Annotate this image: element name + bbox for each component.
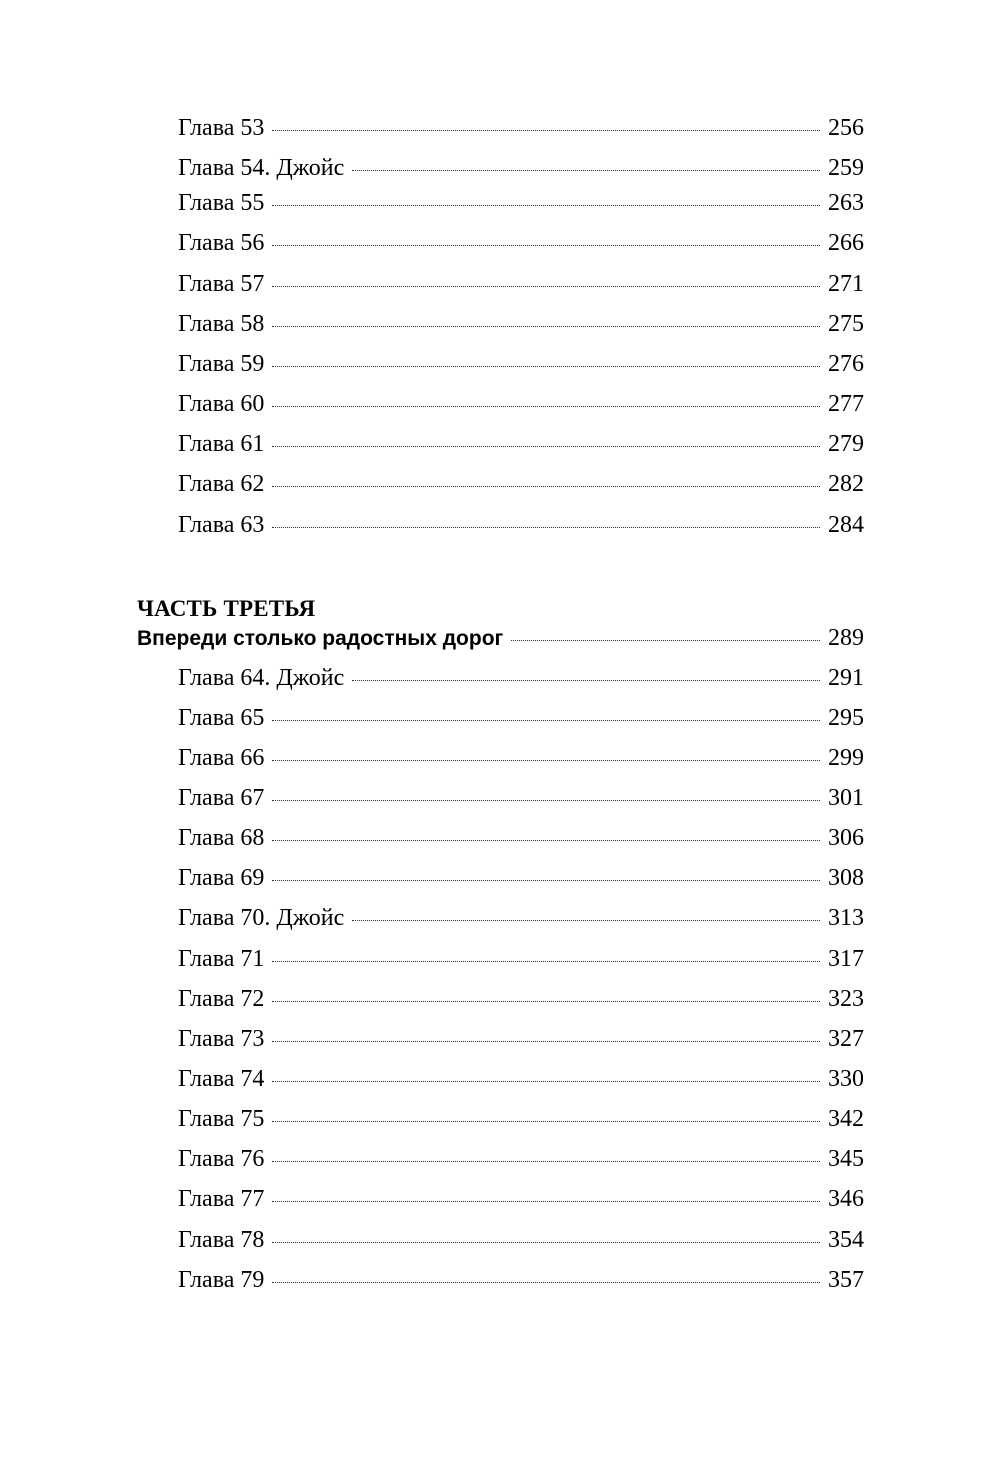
toc-entry-page: 271 [828, 271, 864, 297]
toc-entry-page: 346 [828, 1186, 864, 1212]
toc-entry-page: 279 [828, 431, 864, 457]
toc-entry-label: Глава 54. Джойс [178, 155, 345, 181]
toc-entry-page: 306 [828, 825, 864, 851]
toc-entry[interactable] [178, 348, 864, 380]
toc-entry[interactable] [178, 1224, 864, 1256]
toc-entry-label: Глава 77 [178, 1186, 265, 1212]
dot-leader [352, 170, 820, 171]
dot-leader [272, 1121, 820, 1122]
toc-entry[interactable] [178, 1183, 864, 1215]
toc-entry-page: 317 [828, 946, 864, 972]
toc-entry-page: 282 [828, 471, 864, 497]
dot-leader [272, 720, 820, 721]
toc-entry-page: 299 [828, 745, 864, 771]
toc-entry-page: 266 [828, 230, 864, 256]
toc-entry[interactable] [178, 943, 864, 975]
dot-leader [272, 1041, 820, 1042]
toc-entry-label: Глава 74 [178, 1066, 265, 1092]
toc-entry[interactable] [178, 509, 864, 541]
dot-leader [272, 1081, 820, 1082]
dot-leader [272, 486, 820, 487]
toc-entry[interactable] [178, 1143, 864, 1175]
toc-entry-page: 295 [828, 705, 864, 731]
dot-leader [272, 205, 820, 206]
dot-leader [272, 366, 820, 367]
toc-entry[interactable] [178, 388, 864, 420]
toc-entry[interactable] [178, 428, 864, 460]
toc-entry-label: Глава 72 [178, 986, 265, 1012]
toc-entry-label: Глава 70. Джойс [178, 905, 345, 931]
toc-entry[interactable] [178, 1264, 864, 1296]
toc-entry-label: Глава 56 [178, 230, 265, 256]
toc-entry-page: 345 [828, 1146, 864, 1172]
toc-entry-label: Глава 76 [178, 1146, 265, 1172]
dot-leader [272, 1282, 820, 1283]
dot-leader [272, 1242, 820, 1243]
toc-entry[interactable] [178, 902, 864, 934]
toc-entry-page: 259 [828, 155, 864, 181]
toc-entry-label: Глава 64. Джойс [178, 665, 345, 691]
toc-entry-label: Глава 65 [178, 705, 265, 731]
toc-entry[interactable] [178, 112, 864, 144]
toc-entry[interactable] [178, 983, 864, 1015]
dot-leader [272, 406, 820, 407]
dot-leader [272, 245, 820, 246]
dot-leader [272, 130, 820, 131]
toc-entry-label: Глава 66 [178, 745, 265, 771]
toc-entry[interactable] [178, 782, 864, 814]
dot-leader [352, 680, 820, 681]
toc-entry[interactable] [178, 1103, 864, 1135]
toc-entry-label: Глава 61 [178, 431, 265, 457]
toc-entry-page: 275 [828, 311, 864, 337]
part-page: 289 [828, 625, 864, 651]
dot-leader [272, 961, 820, 962]
toc-entry-label: Глава 58 [178, 311, 265, 337]
toc-entry-page: 313 [828, 905, 864, 931]
toc-entry-label: Глава 57 [178, 271, 265, 297]
toc-entry-page: 357 [828, 1267, 864, 1293]
dot-leader [272, 1161, 820, 1162]
dot-leader [272, 446, 820, 447]
dot-leader [272, 286, 820, 287]
toc-entry-page: 308 [828, 865, 864, 891]
dot-leader [352, 920, 820, 921]
toc-entry-page: 284 [828, 512, 864, 538]
toc-entry-label: Глава 69 [178, 865, 265, 891]
toc-entry[interactable] [178, 152, 864, 184]
dot-leader [272, 880, 820, 881]
toc-entry-page: 327 [828, 1026, 864, 1052]
toc-entry[interactable] [178, 308, 864, 340]
part-subtitle: Впереди столько радостных дорог [137, 627, 504, 650]
toc-entry-label: Глава 67 [178, 785, 265, 811]
toc-entry[interactable] [178, 1063, 864, 1095]
dot-leader [272, 760, 820, 761]
toc-entry-label: Глава 62 [178, 471, 265, 497]
toc-entry-page: 323 [828, 986, 864, 1012]
toc-entry-page: 354 [828, 1227, 864, 1253]
toc-entry[interactable] [178, 187, 864, 219]
toc-entry-page: 330 [828, 1066, 864, 1092]
dot-leader [272, 1201, 820, 1202]
toc-entry[interactable] [178, 662, 864, 694]
toc-entry-page: 342 [828, 1106, 864, 1132]
toc-entry[interactable] [178, 822, 864, 854]
toc-entry[interactable] [178, 742, 864, 774]
toc-entry-page: 291 [828, 665, 864, 691]
toc-entry-page: 276 [828, 351, 864, 377]
dot-leader [272, 527, 820, 528]
toc-entry-page: 263 [828, 190, 864, 216]
toc-entry-label: Глава 60 [178, 391, 265, 417]
toc-entry-label: Глава 59 [178, 351, 265, 377]
toc-entry-page: 301 [828, 785, 864, 811]
toc-entry-label: Глава 75 [178, 1106, 265, 1132]
toc-entry-page: 256 [828, 115, 864, 141]
toc-entry[interactable] [178, 1023, 864, 1055]
toc-entry-label: Глава 79 [178, 1267, 265, 1293]
toc-entry[interactable] [178, 268, 864, 300]
dot-leader [272, 840, 820, 841]
toc-entry[interactable] [178, 227, 864, 259]
toc-entry-label: Глава 53 [178, 115, 265, 141]
toc-entry-page: 277 [828, 391, 864, 417]
dot-leader [272, 800, 820, 801]
toc-entry[interactable] [178, 468, 864, 500]
part-title: ЧАСТЬ ТРЕТЬЯ [137, 596, 316, 621]
toc-entry-label: Глава 71 [178, 946, 265, 972]
toc-entry-label: Глава 63 [178, 512, 265, 538]
part-entry[interactable] [137, 622, 864, 654]
dot-leader [272, 326, 820, 327]
toc-entry-label: Глава 78 [178, 1227, 265, 1253]
dot-leader [511, 640, 820, 641]
toc-entry-label: Глава 68 [178, 825, 265, 851]
toc-entry-label: Глава 73 [178, 1026, 265, 1052]
toc-entry[interactable] [178, 862, 864, 894]
toc-entry-label: Глава 55 [178, 190, 265, 216]
toc-entry[interactable] [178, 702, 864, 734]
dot-leader [272, 1001, 820, 1002]
